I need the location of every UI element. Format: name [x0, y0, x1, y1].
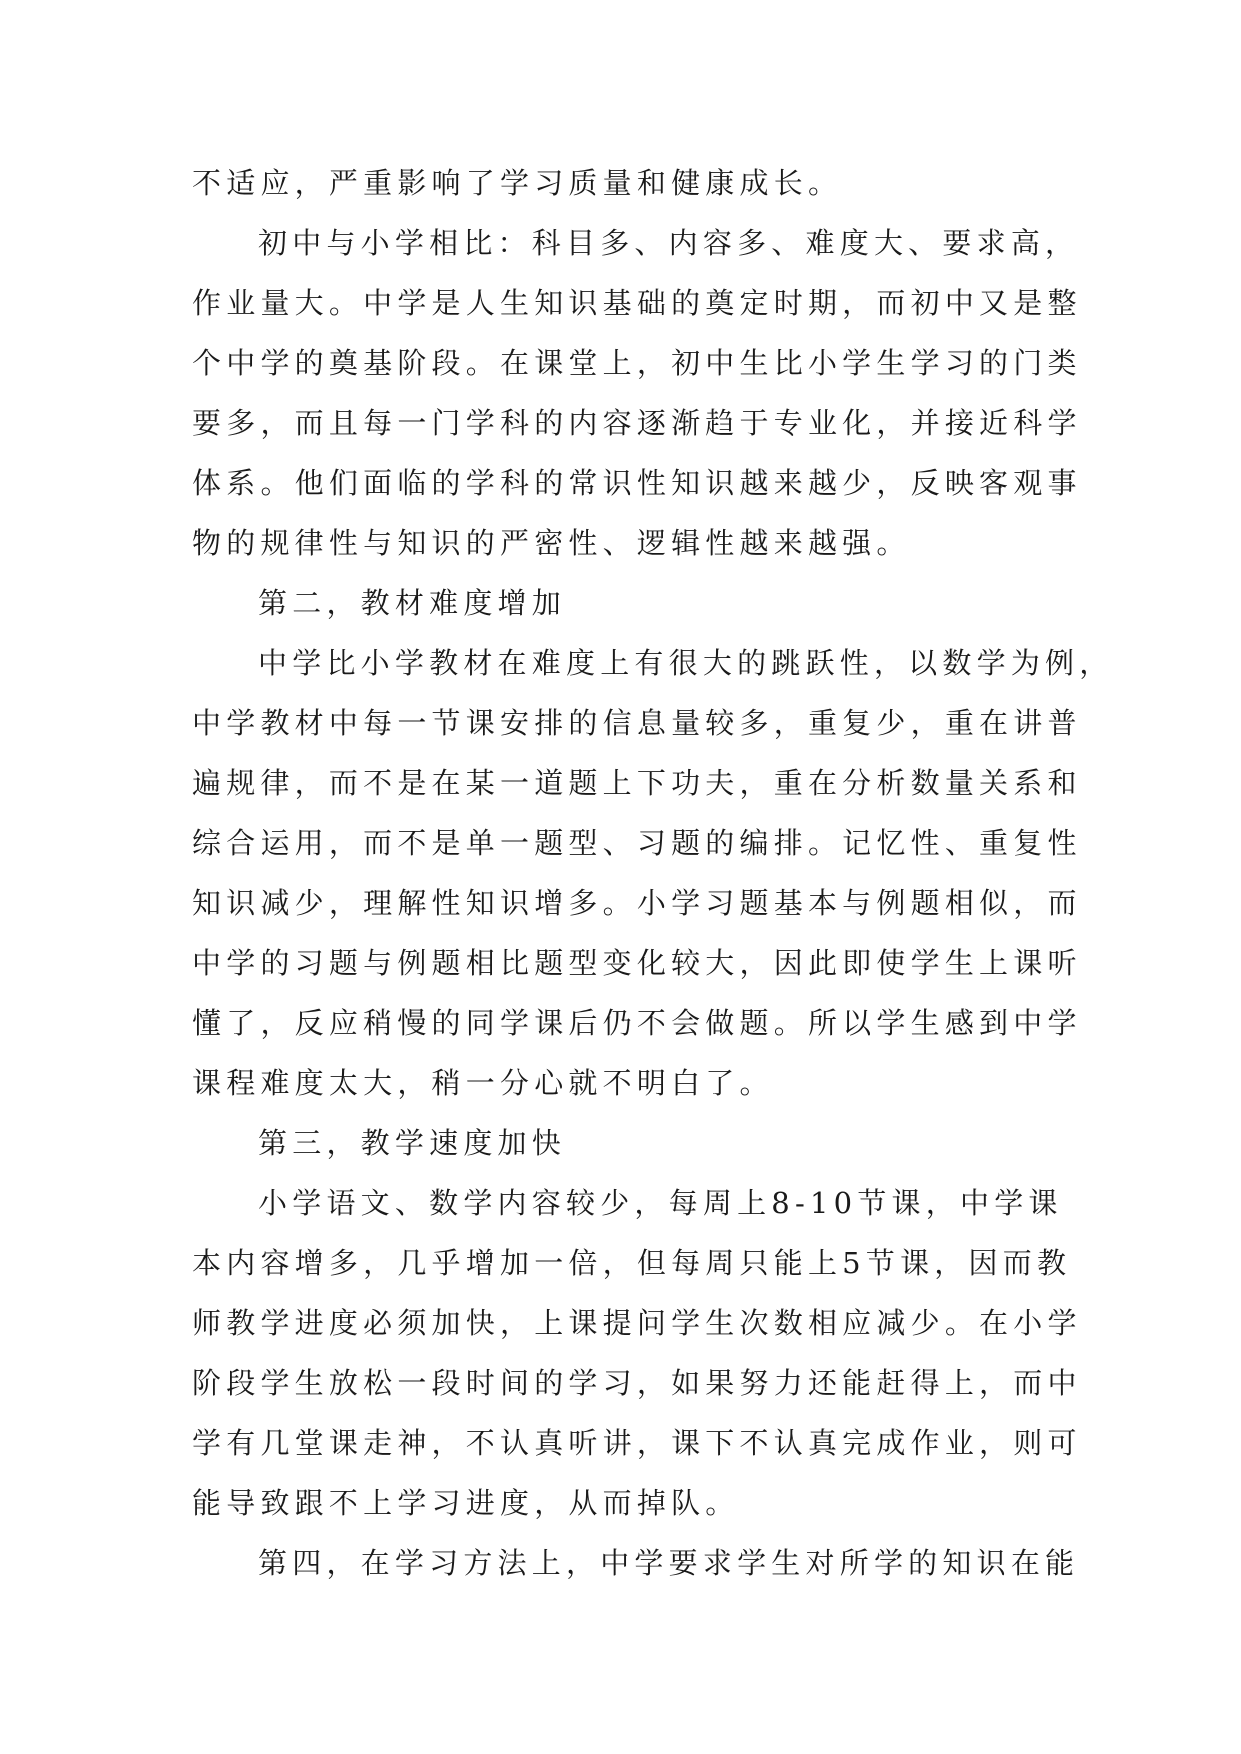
- text-line: 能导致跟不上学习进度，从而掉队。: [192, 1486, 740, 1520]
- text-line: 课程难度太大，稍一分心就不明白了。: [192, 1066, 774, 1100]
- text-line: 物的规律性与知识的严密性、逻辑性越来越强。: [192, 526, 911, 560]
- section-heading-4: 第四，在学习方法上，中学要求学生对所学的知识在能: [258, 1546, 1080, 1580]
- text-line: 知识减少，理解性知识增多。小学习题基本与例题相似，而: [192, 886, 1082, 920]
- text-line: 作业量大。中学是人生知识基础的奠定时期，而初中又是整: [192, 286, 1082, 320]
- section-heading-2: 第二，教材难度增加: [258, 586, 566, 620]
- text-line: 综合运用，而不是单一题型、习题的编排。记忆性、重复性: [192, 826, 1082, 860]
- text-line: 中学教材中每一节课安排的信息量较多，重复少，重在讲普: [192, 706, 1082, 740]
- text-line: 中学的习题与例题相比题型变化较大，因此即使学生上课听: [192, 946, 1082, 980]
- text-line: 要多，而且每一门学科的内容逐渐趋于专业化，并接近科学: [192, 406, 1082, 440]
- text-line: 个中学的奠基阶段。在课堂上，初中生比小学生学习的门类: [192, 346, 1082, 380]
- paragraph-start-line: 初中与小学相比：科目多、内容多、难度大、要求高，: [258, 226, 1080, 260]
- text-line: 懂了，反应稍慢的同学课后仍不会做题。所以学生感到中学: [192, 1006, 1082, 1040]
- paragraph-start-line: 小学语文、数学内容较少，每周上8-10节课，中学课: [258, 1186, 1063, 1220]
- section-heading-3: 第三，教学速度加快: [258, 1126, 566, 1160]
- text-line: 学有几堂课走神，不认真听讲，课下不认真完成作业，则可: [192, 1426, 1082, 1460]
- text-line: 阶段学生放松一段时间的学习，如果努力还能赶得上，而中: [192, 1366, 1082, 1400]
- text-line: 师教学进度必须加快，上课提问学生次数相应减少。在小学: [192, 1306, 1082, 1340]
- paragraph-start-line: 中学比小学教材在难度上有很大的跳跃性，以数学为例，: [258, 646, 1114, 680]
- text-line: 体系。他们面临的学科的常识性知识越来越少，反映客观事: [192, 466, 1082, 500]
- text-line: 本内容增多，几乎增加一倍，但每周只能上5节课，因而教: [192, 1246, 1072, 1280]
- text-line: 不适应，严重影响了学习质量和健康成长。: [192, 166, 843, 200]
- document-body: [192, 153, 1114, 1593]
- text-line: 遍规律，而不是在某一道题上下功夫，重在分析数量关系和: [192, 766, 1082, 800]
